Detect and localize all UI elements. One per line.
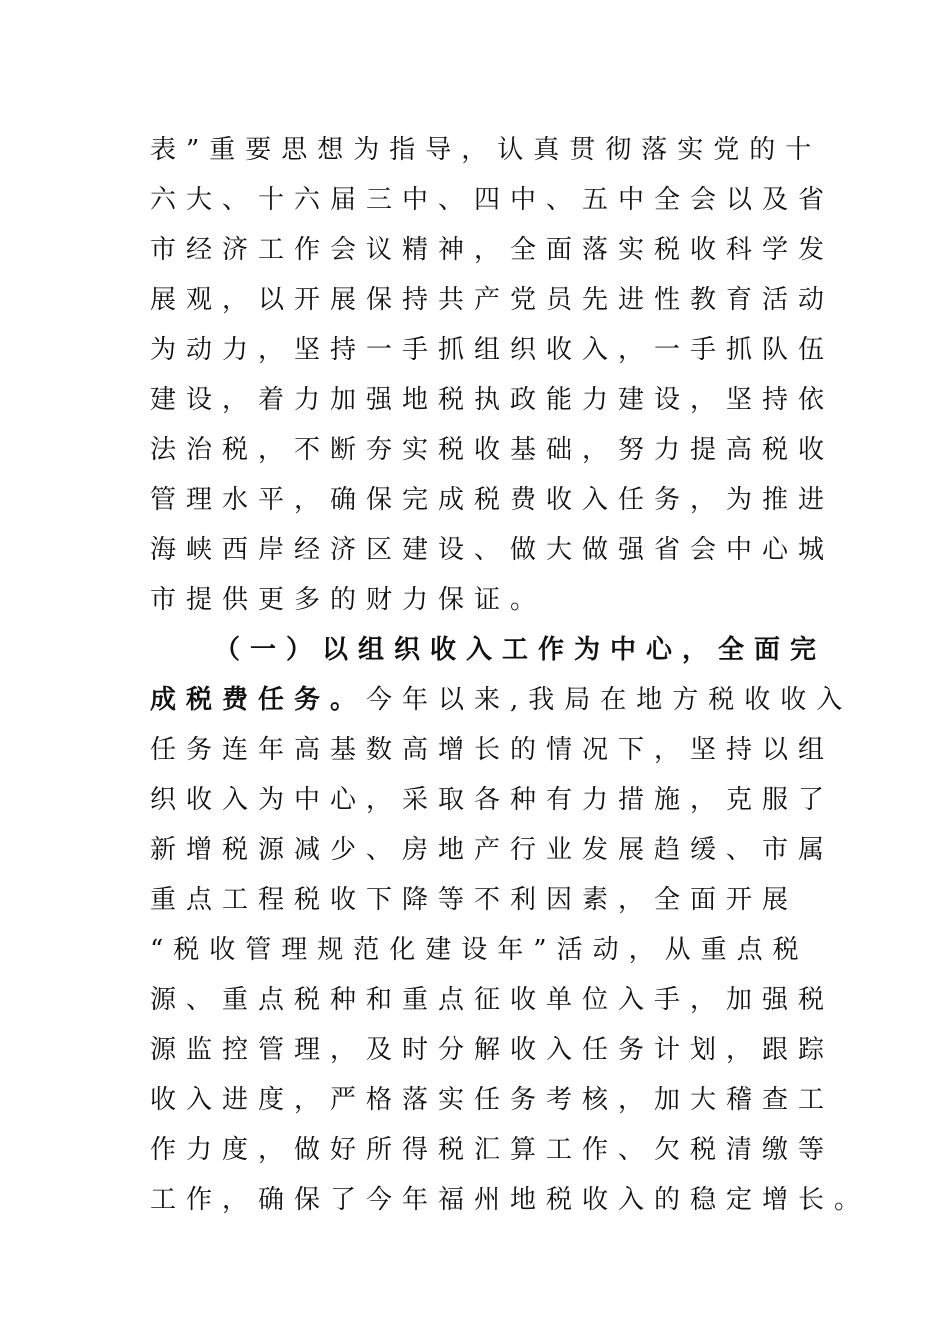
section-text-line: 源监控管理，及时分解收入任务计划，跟踪 [150, 1035, 835, 1065]
body-text-line: 为动力，坚持一手抓组织收入，一手抓队伍 [150, 335, 835, 365]
section-text-line: 重点工程税收下降等不利因素，全面开展 [150, 885, 799, 915]
body-text-line: 海峡西岸经济区建设、做大做强省会中心城 [150, 535, 835, 565]
body-text-line: 六大、十六届三中、四中、五中全会以及省 [150, 185, 835, 215]
section-text-line: 作力度，做好所得税汇算工作、欠税清缴等 [150, 1135, 835, 1165]
section-heading-end: 成税费任务。 [150, 685, 367, 715]
body-text-line: 表”重要思想为指导，认真贯彻落实党的十 [150, 135, 822, 165]
section-heading: （一）以组织收入工作为中心，全面完 [214, 635, 827, 665]
section-text-line: 收入进度，严格落实任务考核，加大稽查工 [150, 1085, 835, 1115]
section-heading-continuation-line [150, 680, 853, 720]
section-body-start: 今年以来,我局在地方税收收入 [366, 685, 853, 715]
section-text-line: 源、重点税种和重点征收单位入手，加强税 [150, 985, 835, 1015]
section-text-line: 任务连年高基数高增长的情况下，坚持以组 [150, 735, 835, 765]
body-text-line: 展观，以开展保持共产党员先进性教育活动 [150, 285, 835, 315]
body-text-line: 法治税，不断夯实税收基础，努力提高税收 [150, 435, 835, 465]
section-text-line: 工作，确保了今年福州地税收入的稳定增长。 [150, 1185, 871, 1215]
body-text-line: 建设，着力加强地税执政能力建设，坚持依 [150, 385, 835, 415]
body-text-line: 市经济工作会议精神，全面落实税收科学发 [150, 235, 835, 265]
body-text-line: 管理水平，确保完成税费收入任务，为推进 [150, 485, 835, 515]
section-text-line: 新增税源减少、房地产行业发展趋缓、市属 [150, 835, 835, 865]
section-text-line: 织收入为中心，采取各种有力措施，克服了 [150, 785, 835, 815]
section-text-line: “税收管理规范化建设年”活动，从重点税 [150, 935, 809, 965]
body-text-line: 市提供更多的财力保证。 [150, 585, 547, 615]
